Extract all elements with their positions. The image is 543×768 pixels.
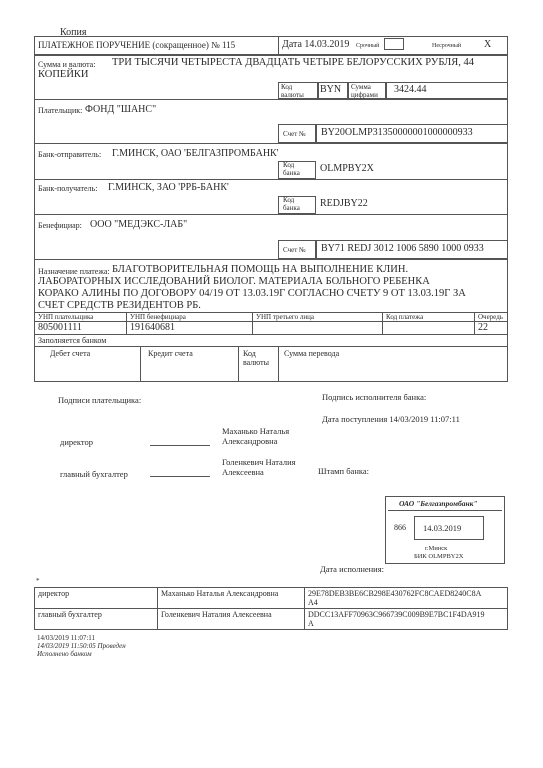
beneficiary-label: Бенефициар:	[38, 221, 82, 230]
payer-account: BY20OLMP31350000001000000933	[321, 127, 473, 138]
stamp-date: 14.03.2019	[423, 523, 462, 533]
sender-bank-label: Банк-отправитель:	[38, 150, 102, 159]
table-row: директор Маханько Наталья Александровна 29E78DEB3BE6CB298E430762FC8CAED8240C8A A4	[35, 588, 508, 609]
queue-value: 22	[478, 322, 488, 333]
beneficiary-account: BY71 REDJ 3012 1006 5890 1000 0933	[321, 243, 484, 254]
payer-label: Плательщик:	[38, 106, 83, 115]
transfer-sum-label: Сумма перевода	[284, 349, 340, 358]
amount-words-line1: ТРИ ТЫСЯЧИ ЧЕТЫРЕСТА ДВАДЦАТЬ ЧЕТЫРЕ БЕЛОРУССКИХ РУБЛЯ, 44	[112, 57, 474, 68]
stamp-number: 866	[394, 523, 406, 532]
stamp-label: Штамп банка:	[318, 466, 369, 476]
payer-unp: 805001111	[38, 322, 82, 333]
footer-line1: 14/03/2019 11:07:11	[37, 634, 96, 642]
purpose-line1: БЛАГОТВОРИТЕЛЬНАЯ ПОМОЩЬ НА ВЫПОЛНЕНИЕ КЛИН.	[112, 264, 409, 275]
urgent-checkbox	[384, 38, 404, 50]
execution-date-label: Дата исполнения:	[320, 564, 385, 574]
document-date: Дата 14.03.2019	[282, 39, 350, 50]
receiver-bank-label: Банк-получатель:	[38, 184, 98, 193]
digital-signatures-table	[34, 587, 508, 630]
ids-header-code: Код платежа	[386, 313, 424, 321]
amount-label: Сумма и валюта:	[38, 60, 96, 69]
received-date: Дата поступления 14/03/2019 11:07:11	[322, 414, 460, 424]
copy-label: Копия	[60, 27, 87, 38]
urgent-label: Срочный	[356, 43, 380, 49]
sender-bank-name: Г.МИНСК, ОАО 'БЕЛГАЗПРОМБАНК'	[112, 148, 279, 159]
amount-words-line2: КОПЕЙКИ	[38, 69, 89, 80]
payer-name: ФОНД "ШАНС"	[85, 104, 157, 115]
ids-header-beneficiary: УНП бенефициара	[130, 313, 186, 321]
ids-header-queue: Очередь	[478, 313, 503, 321]
footer-line3: Исполнено банком	[37, 650, 92, 658]
receiver-bank-code: REDJBY22	[320, 198, 368, 209]
credit-label: Кредит счета	[148, 349, 193, 358]
table-row: главный бухгалтер Голенкевич Наталия Алексеевна DDCC13AFF70963C966739C009B9E7BC1F4DA919 A	[35, 609, 508, 630]
ids-header-third: УНП третьего лица	[256, 313, 314, 321]
document-title: ПЛАТЕЖНОЕ ПОРУЧЕНИЕ (сокращенное) № 115	[38, 40, 236, 50]
purpose-line2: ЛАБОРАТОРНЫХ ИССЛЕДОВАНИЙ БИОЛОГ. МАТЕРИАЛА БОЛЬНОГО РЕБЕНКА	[38, 276, 430, 287]
stamp-bank-name: ОАО "Белгазпромбанк"	[399, 499, 478, 508]
bank-signature-label: Подпись исполнителя банка:	[322, 392, 427, 402]
ids-header-payer: УНП плательщика	[38, 313, 94, 321]
non-urgent-mark: X	[484, 39, 492, 50]
beneficiary-name: ООО "МЕДЭКС-ЛАБ"	[90, 219, 188, 230]
footer-line2: 14/03/2019 11:50:05 Проведен	[37, 642, 126, 650]
purpose-line4: СЧЕТ СРЕДСТВ РЕЗИДЕНТОВ РБ.	[38, 300, 201, 311]
accountant-label: главный бухгалтер	[60, 469, 128, 479]
non-urgent-label: Несрочный	[432, 43, 462, 49]
beneficiary-unp: 191640681	[130, 322, 175, 333]
sum-digits: 3424.44	[394, 84, 427, 95]
purpose-line3: КОРАКО АЛИНЫ ПО ДОГОВОРУ 04/19 ОТ 13.03.19Г СОГЛАСНО СЧЕТУ 9 ОТ 13.03.19Г ЗА	[38, 288, 466, 299]
payer-signatures-label: Подписи плательщика:	[58, 395, 142, 405]
sender-bank-code: OLMPBY2X	[320, 163, 374, 174]
debit-label: Дебет счета	[50, 349, 91, 358]
bank-section-label: Заполняется банком	[38, 336, 107, 345]
director-label: директор	[60, 437, 94, 447]
purpose-label: Назначение платежа:	[38, 267, 110, 276]
receiver-bank-name: Г.МИНСК, ЗАО 'РРБ-БАНК'	[108, 182, 229, 193]
stamp-bic: БИК OLMPBY2X	[414, 553, 464, 560]
stamp-city: г.Минск	[425, 545, 448, 552]
currency-code: BYN	[320, 84, 342, 95]
